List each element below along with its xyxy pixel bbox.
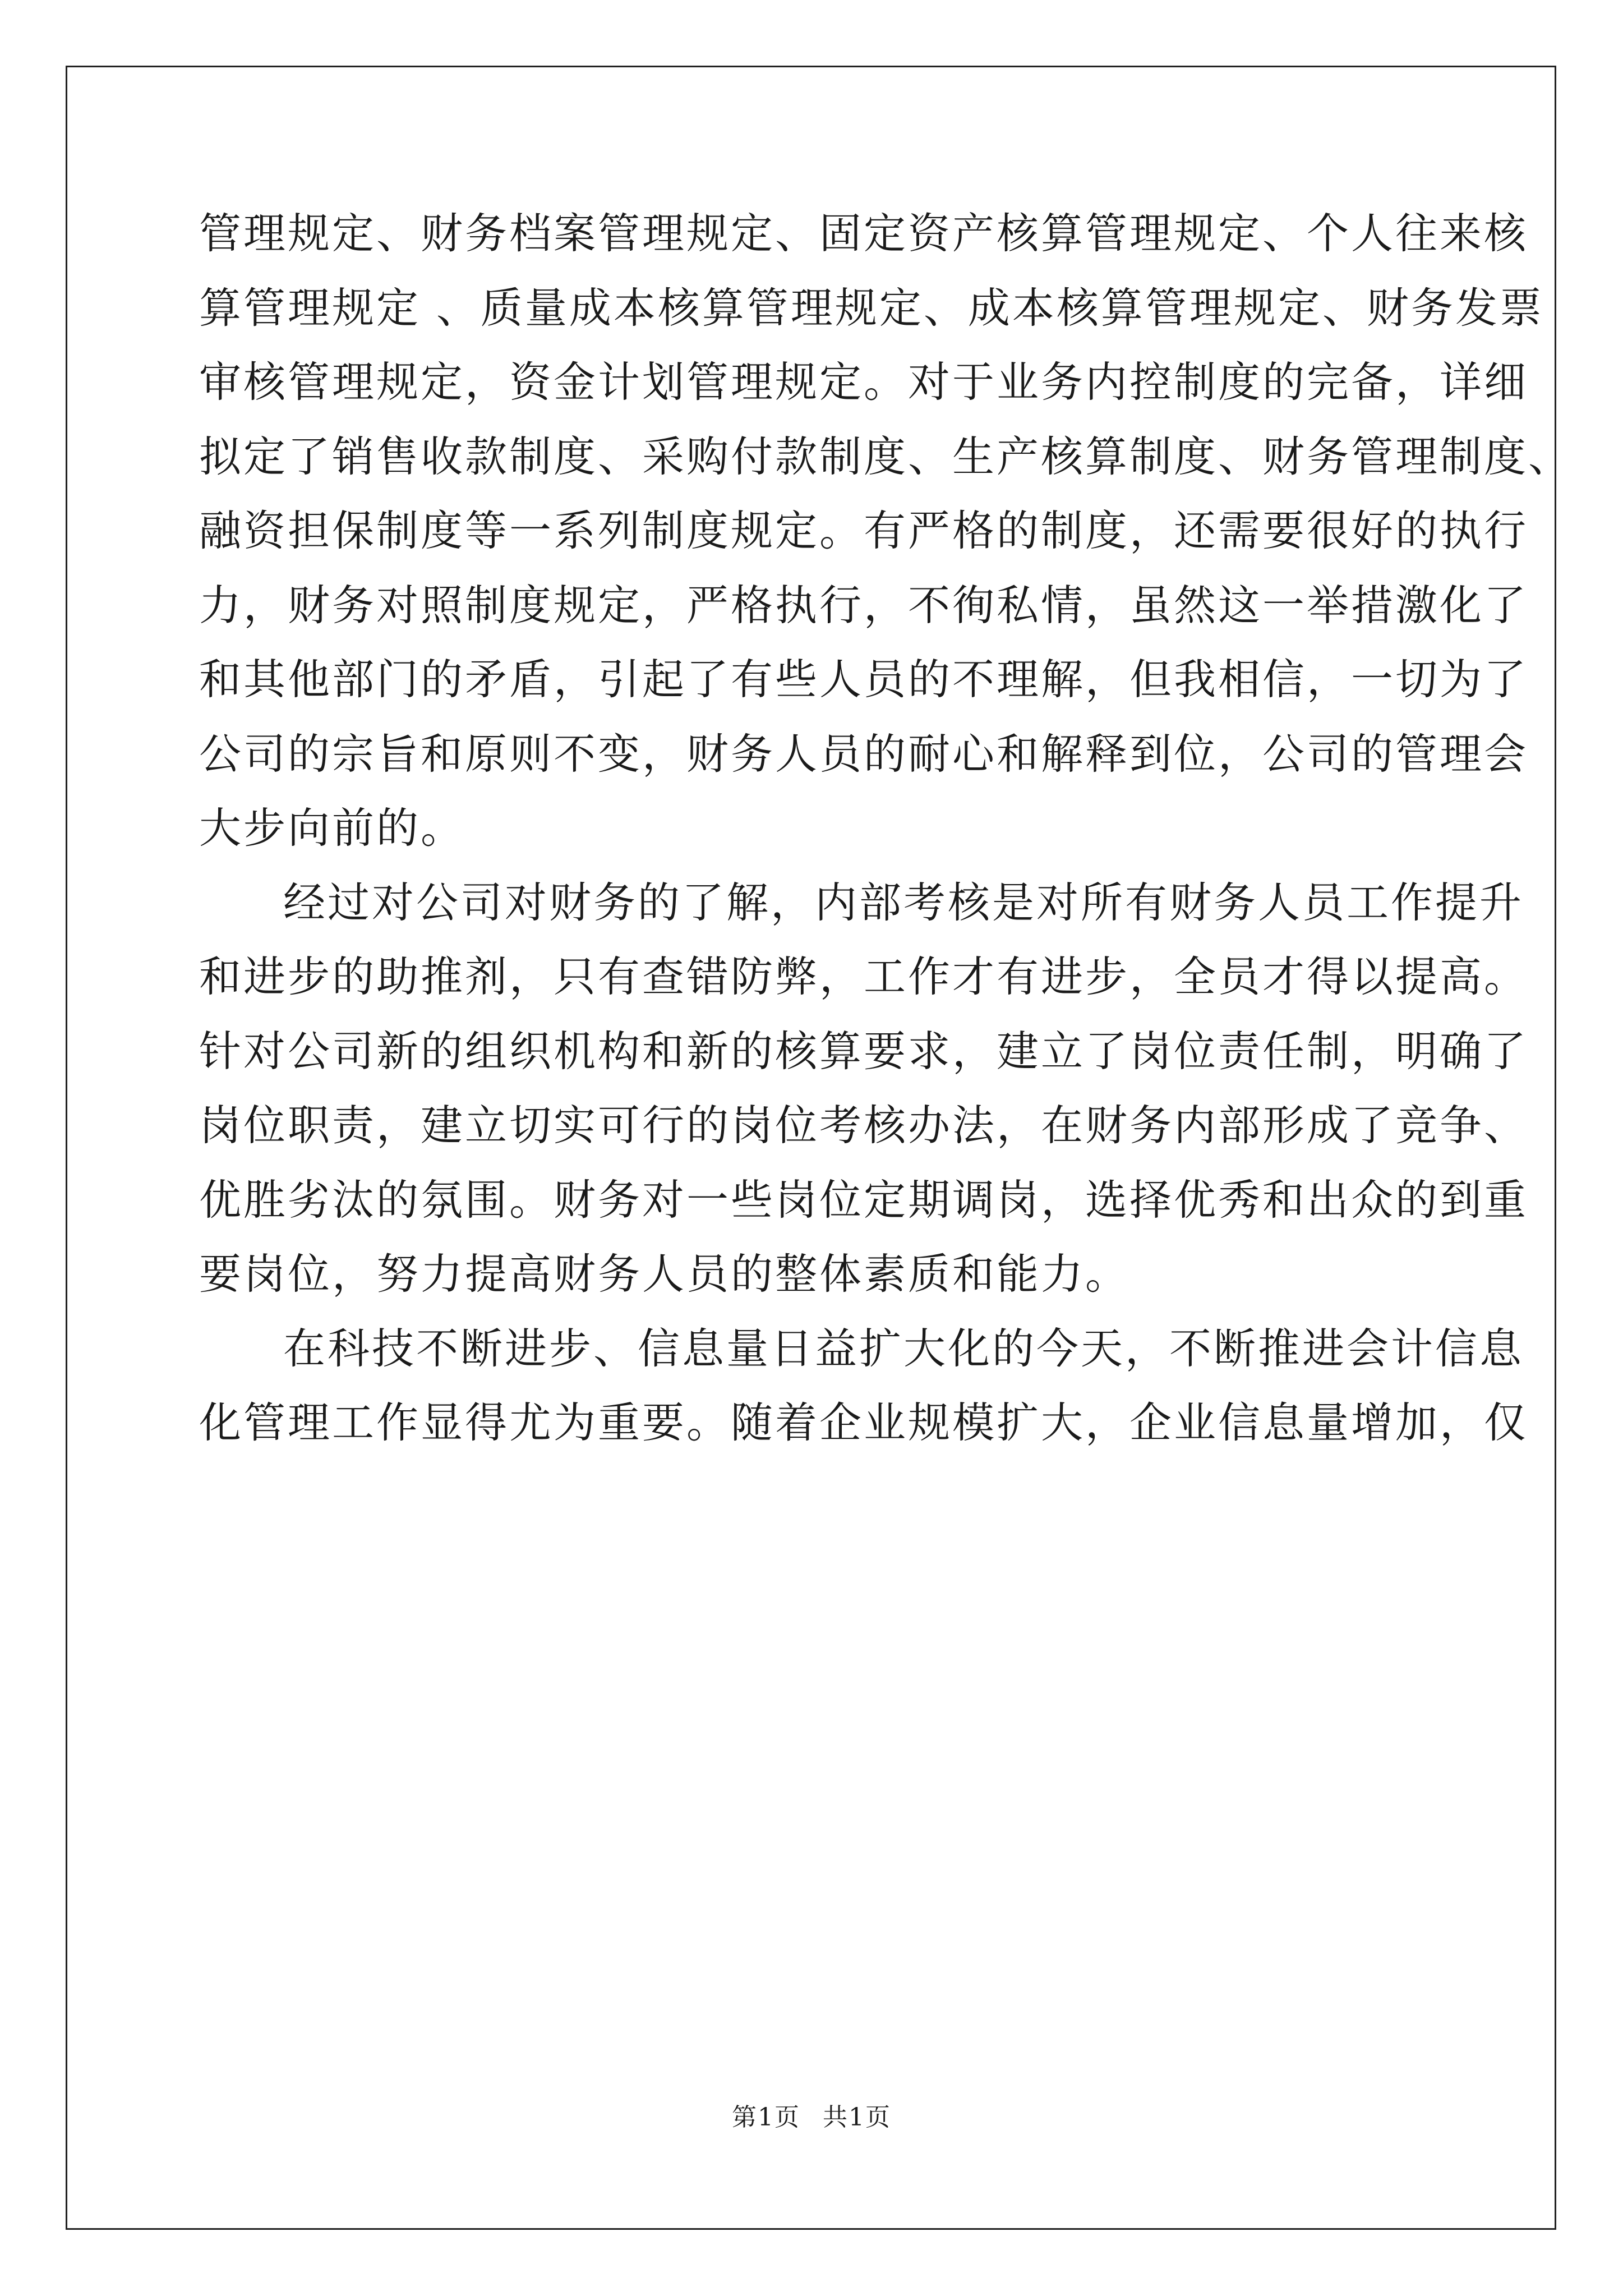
- text-line: 大步向前的。: [199, 803, 465, 853]
- text-line: 岗位职责，建立切实可行的岗位考核办法，在财务内部形成了竞争、: [199, 1101, 1529, 1150]
- text-line: 针对公司新的组织机构和新的核算要求，建立了岗位责任制，明确了: [199, 1026, 1529, 1076]
- text-line: 算管理规定 、质量成本核算管理规定、成本核算管理规定、财务发票: [199, 283, 1544, 333]
- text-line: 管理规定、财务档案管理规定、固定资产核算管理规定、个人往来核: [199, 209, 1529, 258]
- text-line: 化管理工作显得尤为重要。随着企业规模扩大，企业信息量增加，仅: [199, 1398, 1529, 1447]
- text-line: 和进步的助推剂，只有查错防弊，工作才有进步，全员才得以提高。: [199, 952, 1529, 1001]
- text-line: 力，财务对照制度规定，严格执行，不徇私情，虽然这一举措激化了: [199, 580, 1529, 630]
- paragraph-start-line: 经过对公司对财务的了解，内部考核是对所有财务人员工作提升: [283, 877, 1524, 927]
- text-line: 审核管理规定，资金计划管理规定。对于业务内控制度的完备，详细: [199, 357, 1529, 407]
- page-total: 共1页: [823, 2103, 891, 2132]
- text-line: 优胜劣汰的氛围。财务对一些岗位定期调岗，选择优秀和出众的到重: [199, 1175, 1529, 1225]
- text-line: 公司的宗旨和原则不变，财务人员的耐心和解释到位，公司的管理会: [199, 729, 1529, 779]
- text-line: 拟定了销售收款制度、采购付款制度、生产核算制度、财务管理制度、: [199, 431, 1573, 481]
- text-line: 和其他部门的矛盾，引起了有些人员的不理解，但我相信，一切为了: [199, 655, 1529, 704]
- page-number: 第1页: [732, 2103, 800, 2132]
- page-footer: [0, 2101, 1623, 2134]
- text-line: 要岗位，努力提高财务人员的整体素质和能力。: [199, 1249, 1130, 1299]
- paragraph-start-line: 在科技不断进步、信息量日益扩大化的今天，不断推进会计信息: [283, 1323, 1524, 1373]
- document-body: [199, 196, 1573, 1460]
- text-line: 融资担保制度等一系列制度规定。有严格的制度，还需要很好的执行: [199, 506, 1529, 555]
